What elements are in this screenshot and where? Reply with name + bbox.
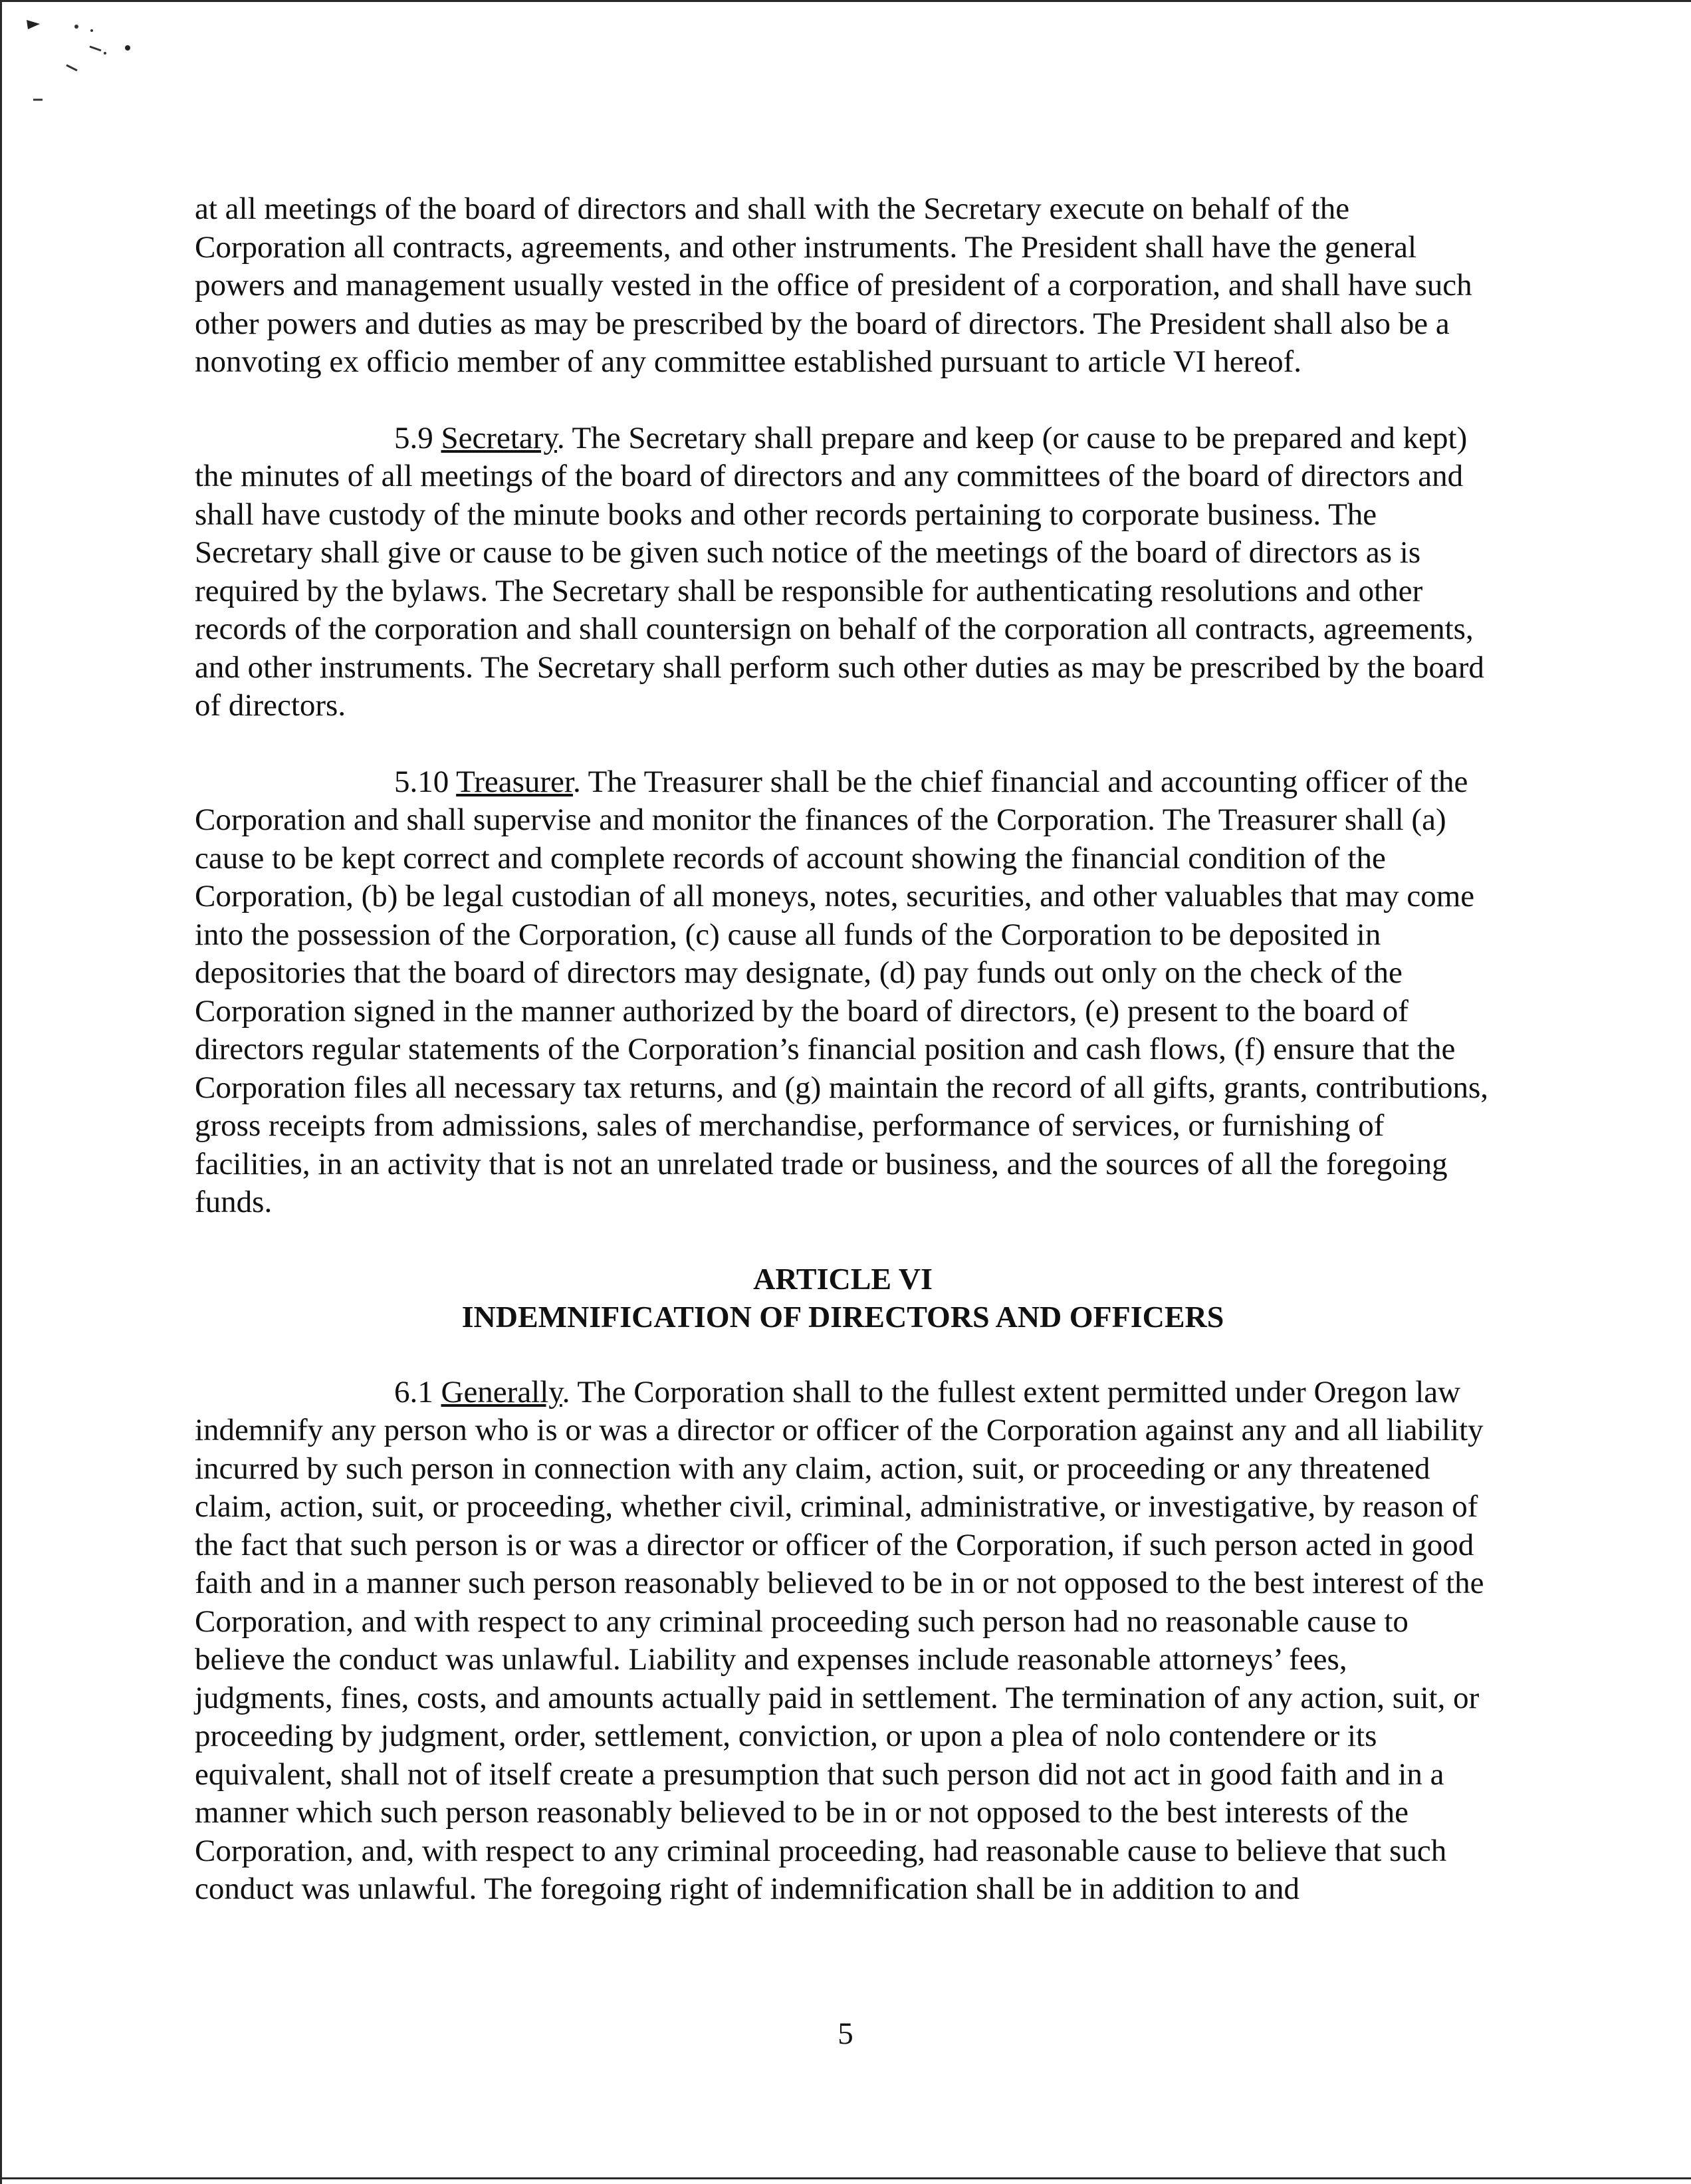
section-5-10-body: . The Treasurer shall be the chief financial and accounting officer of the Corporation and shall supervise and monitor the finances of the Corporation. The Treasurer shall (a) cause to be kept correct and complete records of account showing the financial condition of the Corporation, (b) be legal custodian of all moneys, notes, securities, and other valuables that may come into the possession of the Corporation, (c) cause all funds of the Corporation to be deposited in depositories that the board of directors may designate, (d) pay funds out only on the check of the Corporation signed in the manner authorized by the board of directors, (e) present to the board of directors regular statements of the Corporation’s financial position and cash flows, (f) ensure that the Corporation files all necessary tax returns, and (g) maintain the record of all gifts, grants, contributions, gross receipts from admissions, sales of merchandise, performance of services, or furnishing of facilities, in an activity that is not an unrelated trade or business, and the sources of all the foregoing funds. bbox=[195, 764, 1489, 1219]
section-5-9-body: . The Secretary shall prepare and keep (or cause to be prepared and kept) the minutes of all meetings of the board of directors and any committees of the board of directors and shall have custody of the minute books and other records pertaining to corporate business. The Secretary shall give or cause to be given such notice of the meetings of the board of directors as is required by the bylaws. The Secretary shall be responsible for authenticating resolutions and other records of the corporation and shall countersign on behalf of the corporation all contracts, agreements, and other instruments. The Secretary shall perform such other duties as may be prescribed by the board of directors. bbox=[195, 420, 1484, 723]
document-body bbox=[195, 190, 1491, 1909]
section-5-10 bbox=[195, 763, 1491, 1222]
article-label: ARTICLE VI bbox=[753, 1261, 933, 1296]
article-title: INDEMNIFICATION OF DIRECTORS AND OFFICERS bbox=[461, 1299, 1224, 1334]
paragraph-continued: at all meetings of the board of directors and shall with the Secretary execute on behalf of the Corporation all contracts, agreements, and other instruments. The President shall have the general powers and management usually vested in the office of president of a corporation, and shall have such other powers and duties as may be prescribed by the board of directors. The President shall also be a nonvoting ex officio member of any committee established pursuant to article VI hereof. bbox=[195, 191, 1472, 379]
section-6-1 bbox=[195, 1374, 1491, 1909]
scan-artifact-marks bbox=[13, 7, 213, 106]
section-5-10-title: Treasurer bbox=[456, 764, 573, 799]
section-6-1-number: 6.1 bbox=[394, 1374, 433, 1409]
section-5-9-title: Secretary bbox=[441, 420, 557, 455]
scan-border-bottom bbox=[0, 2177, 1691, 2179]
section-5-9 bbox=[195, 420, 1491, 725]
scan-border-left bbox=[0, 0, 2, 2184]
scan-border-top bbox=[0, 0, 1691, 2]
page-number: 5 bbox=[838, 2016, 853, 2051]
section-6-1-body: . The Corporation shall to the fullest extent permitted under Oregon law indemnify any person who is or was a director or officer of the Corporation against any and all liability incurred by such person in connection with any claim, action, suit, or proceeding or any threatened claim, action, suit, or proceeding, whether civil, criminal, administrative, or investigative, by reason of the fact that such person is or was a director or officer of the Corporation, if such person acted in good faith and in a manner such person reasonably believed to be in or not opposed to the best interest of the Corporation, and with respect to any criminal proceeding such person had no reasonable cause to believe the conduct was unlawful. Liability and expenses include reasonable attorneys’ fees, judgments, fines, costs, and amounts actually paid in settlement. The termination of any action, suit, or proceeding by judgment, order, settlement, conviction, or upon a plea of nolo contendere or its equivalent, shall not of itself create a presumption that such person did not act in good faith and in a manner which such person reasonably believed to be in or not opposed to the best interests of the Corporation, and, with respect to any criminal proceeding, had reasonable cause to believe that such conduct was unlawful. The foregoing right of indemnification shall be in addition to and bbox=[195, 1374, 1484, 1906]
section-5-9-number: 5.9 bbox=[394, 420, 433, 455]
section-5-10-number: 5.10 bbox=[394, 764, 449, 799]
section-6-1-title: Generally bbox=[441, 1374, 562, 1409]
